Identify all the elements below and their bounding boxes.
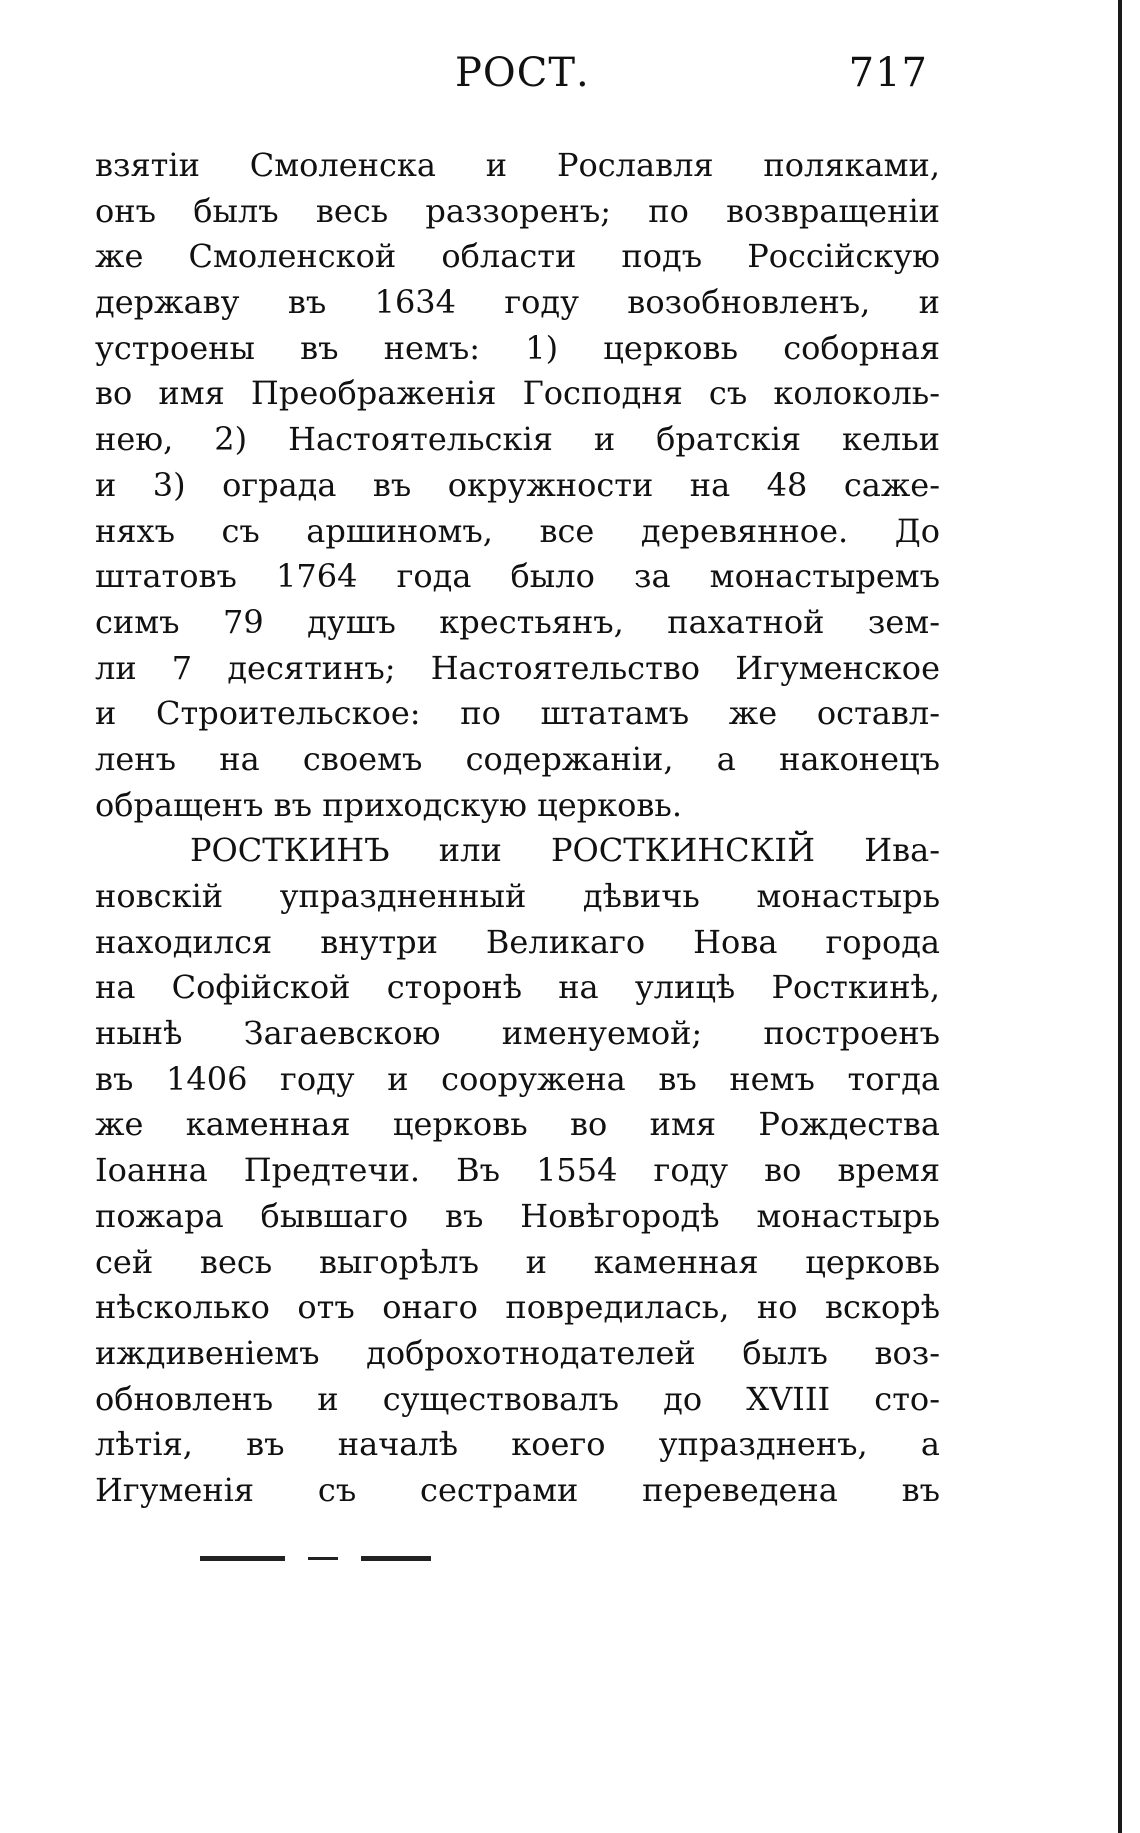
entry-heading-line: РОСТКИНЪ или РОСТКИНСКІЙ Ива- <box>190 831 940 870</box>
text-line: обновленъ и существовалъ до XVIII сто- <box>95 1379 940 1418</box>
text-line: онъ былъ весь раззоренъ; по возвращеніи <box>95 191 940 230</box>
text-line: штатовъ 1764 года было за монастыремъ <box>95 557 940 596</box>
text-line: же каменная церковь во имя Рождества <box>95 1105 940 1144</box>
text-line: лѣтія, въ началѣ коего упраздненъ, а <box>95 1425 940 1464</box>
page-edge-shadow <box>1118 0 1122 1833</box>
text-line: обращенъ въ приходскую церковь. <box>95 785 682 824</box>
text-line: сей весь выгорѣлъ и каменная церковь <box>95 1242 940 1281</box>
text-line: взятіи Смоленска и Рославля поляками, <box>95 146 940 184</box>
running-head: РОСТ. <box>455 50 590 96</box>
text-line: няхъ съ аршиномъ, все деревянное. До <box>95 511 940 550</box>
ornament-rule <box>308 1557 338 1560</box>
text-line: нынѣ Загаевскою именуемой; построенъ <box>95 1014 940 1053</box>
text-line: и 3) ограда въ окружности на 48 саже- <box>95 465 940 504</box>
text-line: ли 7 десятинъ; Настоятельство Игуменское <box>95 648 940 687</box>
text-line: нею, 2) Настоятельскія и братскія кельи <box>95 420 940 459</box>
text-line: державу въ 1634 году возобновленъ, и <box>95 283 940 322</box>
text-line: на Софійской сторонѣ на улицѣ Росткинѣ, <box>95 968 940 1007</box>
text-line: Іоанна Предтечи. Въ 1554 году во время <box>95 1151 940 1190</box>
text-line: въ 1406 году и сооружена въ немъ тогда <box>95 1059 940 1098</box>
text-line: же Смоленской области подъ Россійскую <box>95 237 940 276</box>
text-line: во имя Преображенія Господня съ колоколь- <box>95 374 940 413</box>
text-line: иждивеніемъ доброхотнодателей былъ воз- <box>95 1333 940 1372</box>
ornament-rule <box>200 1556 285 1561</box>
footer-ornament <box>200 1548 460 1560</box>
text-line: симъ 79 душъ крестьянъ, пахатной зем- <box>95 602 940 641</box>
page-number: 717 <box>848 50 928 96</box>
page-header <box>95 50 940 110</box>
text-line: пожара бывшаго въ Новѣгородѣ монастырь <box>95 1196 940 1235</box>
text-line: устроены въ немъ: 1) церковь соборная <box>95 328 940 367</box>
text-line: и Строительское: по штатамъ же оставл- <box>95 694 940 733</box>
text-line: Игуменія съ сестрами переведена въ <box>95 1470 940 1509</box>
text-line: нѣсколько отъ онаго повредилась, но вскорѣ <box>95 1288 940 1327</box>
body-text <box>95 143 940 1514</box>
text-line: находился внутри Великаго Нова города <box>95 922 940 961</box>
text-line: новскій упраздненный дѣвичь монастырь <box>95 877 940 915</box>
text-line: ленъ на своемъ содержаніи, а наконецъ <box>95 739 940 778</box>
ornament-rule <box>361 1556 431 1561</box>
